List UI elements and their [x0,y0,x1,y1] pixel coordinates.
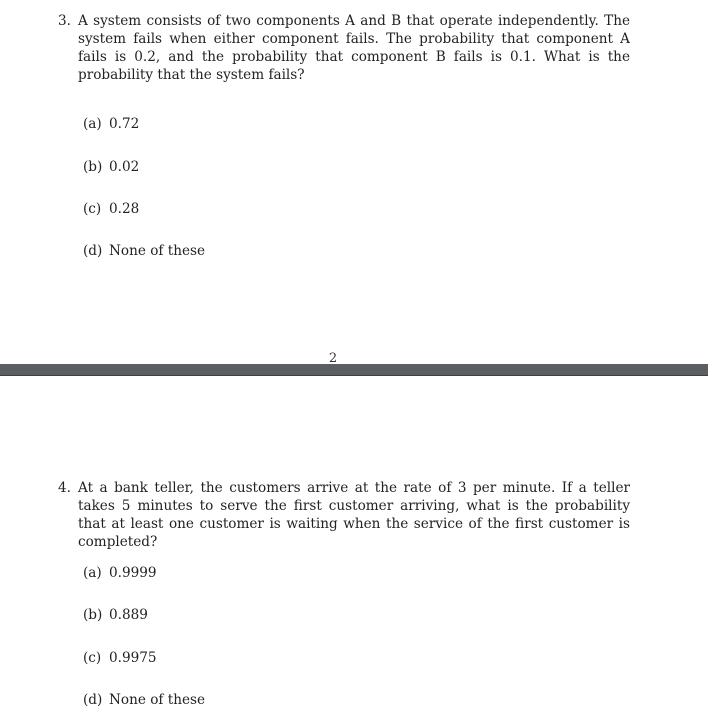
option-label: (c) [83,650,102,666]
option-value: 0.9975 [109,650,157,666]
question-3-option-a [83,115,139,133]
option-value: 0.02 [109,159,140,175]
option-label: (b) [83,607,103,623]
question-4-option-a [83,564,157,582]
option-label: (d) [83,243,103,259]
option-value: 0.72 [109,116,140,132]
option-label: (a) [83,565,102,581]
page-separator [0,364,708,376]
question-4 [58,479,630,551]
option-value: 0.28 [109,201,140,217]
option-label: (b) [83,159,103,175]
question-4-number: 4. [58,480,71,496]
page-number: 2 [328,351,338,364]
question-4-option-d [83,691,205,709]
option-value: None of these [109,243,206,259]
question-3-option-d [83,242,205,260]
option-value: 0.9999 [109,565,157,581]
question-3 [58,12,630,84]
option-label: (a) [83,116,102,132]
option-value: None of these [109,692,206,708]
option-value: 0.889 [109,607,148,623]
option-label: (c) [83,201,102,217]
question-4-text: At a bank teller, the customers arrive at the rate of 3 per minute. If a teller takes 5 minutes to serve the first customer arriving, what is the probability that at least one customer is waiting when the service of the first customer is completed? [78,480,630,550]
option-label: (d) [83,692,103,708]
question-3-text: A system consists of two components A and B that operate independently. The system fails when either component fails. The probability that component A fails is 0.2, and the probability that component B fails is 0.1. What is the probability that the system fails? [78,13,630,83]
question-4-option-b [83,606,148,624]
question-3-option-b [83,158,139,176]
question-4-option-c [83,649,157,667]
question-3-number: 3. [58,13,71,29]
question-3-option-c [83,200,139,218]
